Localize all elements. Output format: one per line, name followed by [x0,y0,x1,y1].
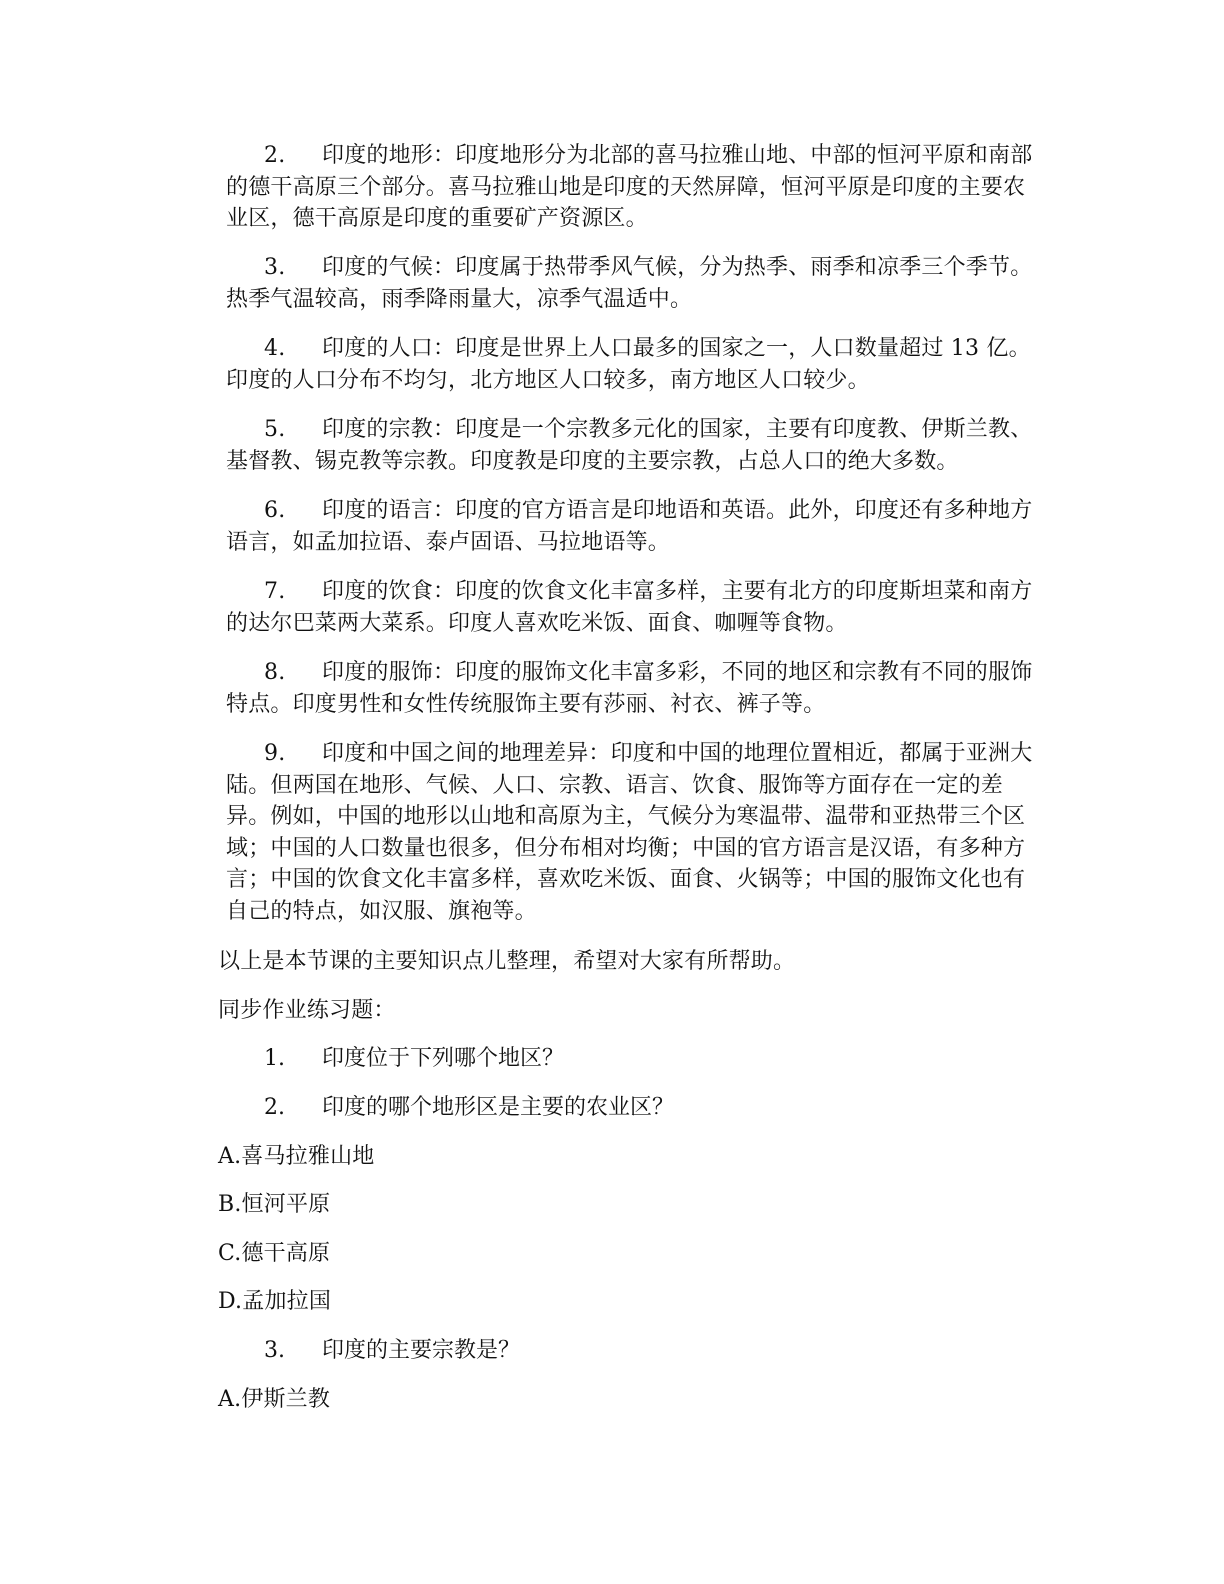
question-text: 印度的主要宗教是？ [322,1338,521,1363]
item-number: 8. [264,660,286,685]
knowledge-item-climate [226,252,1038,315]
item-text: 印度和中国之间的地理差异：印度和中国的地理位置相近，都属于亚洲大陆。但两国在地形、气候、人口、宗教、语言、饮食、服饰等方面存在一定的差异。例如，中国的地形以山地和高原为主，气候分为寒温带、温带和亚热带三个区域；中国的人口数量也很多，但分布相对均衡；中国的官方语言是汉语，有多种方言；中国的饮食文化丰富多样，喜欢吃米饭、面食、火锅等；中国的服饰文化也有自己的特点，如汉服、旗袍等。 [226,741,1033,924]
option-c: C.德干高原 [218,1241,331,1266]
question-number: 3. [264,1338,285,1363]
item-text: 印度的宗教：印度是一个宗教多元化的国家，主要有印度教、伊斯兰教、基督教、锡克教等宗教。印度教是印度的主要宗教，占总人口的绝大多数。 [226,417,1033,474]
item-text: 印度的地形：印度地形分为北部的喜马拉雅山地、中部的恒河平原和南部的德干高原三个部分。喜马拉雅山地是印度的天然屏障，恒河平原是印度的主要农业区，德干高原是印度的重要矿产资源区。 [226,143,1033,231]
item-number: 7. [264,579,286,604]
question-2 [226,1092,1038,1124]
item-text: 印度的饮食：印度的饮食文化丰富多样，主要有北方的印度斯坦菜和南方的达尔巴菜两大菜系。印度人喜欢吃米饭、面食、咖喱等食物。 [226,579,1033,636]
item-text: 印度的服饰：印度的服饰文化丰富多彩，不同的地区和宗教有不同的服饰特点。印度男性和女性传统服饰主要有莎丽、衬衣、裤子等。 [226,660,1033,717]
knowledge-item-language [226,495,1038,558]
option-d: D.孟加拉国 [218,1289,332,1314]
item-text: 印度的语言：印度的官方语言是印地语和英语。此外，印度还有多种地方语言，如孟加拉语、泰卢固语、马拉地语等。 [226,498,1033,555]
item-number: 9. [264,741,286,766]
option-a: A.伊斯兰教 [218,1387,331,1412]
item-number: 4. [264,336,286,361]
knowledge-item-food [226,576,1038,639]
knowledge-item-differences [226,738,1038,927]
knowledge-item-clothing [226,657,1038,720]
question-text: 印度位于下列哪个地区？ [322,1046,565,1071]
item-text: 印度的人口：印度是世界上人口最多的国家之一，人口数量超过 13 亿。印度的人口分布不均匀，北方地区人口较多，南方地区人口较少。 [226,336,1031,393]
item-text: 印度的气候：印度属于热带季风气候，分为热季、雨季和凉季三个季节。热季气温较高，雨季降雨量大，凉季气温适中。 [226,255,1033,312]
item-number: 6. [264,498,286,523]
item-number: 5. [264,417,286,442]
option-b: B.恒河平原 [218,1192,331,1217]
item-number: 3. [264,255,286,280]
exercise-heading: 同步作业练习题： [218,998,396,1023]
question-text: 印度的哪个地形区是主要的农业区？ [322,1095,675,1120]
knowledge-item-population [226,333,1038,396]
summary-text: 以上是本节课的主要知识点儿整理，希望对大家有所帮助。 [218,949,796,974]
question-1 [226,1043,1038,1075]
question-number: 2. [264,1095,285,1120]
knowledge-item-religion [226,414,1038,477]
item-number: 2. [264,143,286,168]
question-3 [226,1335,1038,1367]
knowledge-item-terrain [226,140,1038,235]
option-a: A.喜马拉雅山地 [218,1144,375,1169]
question-number: 1. [264,1046,285,1071]
